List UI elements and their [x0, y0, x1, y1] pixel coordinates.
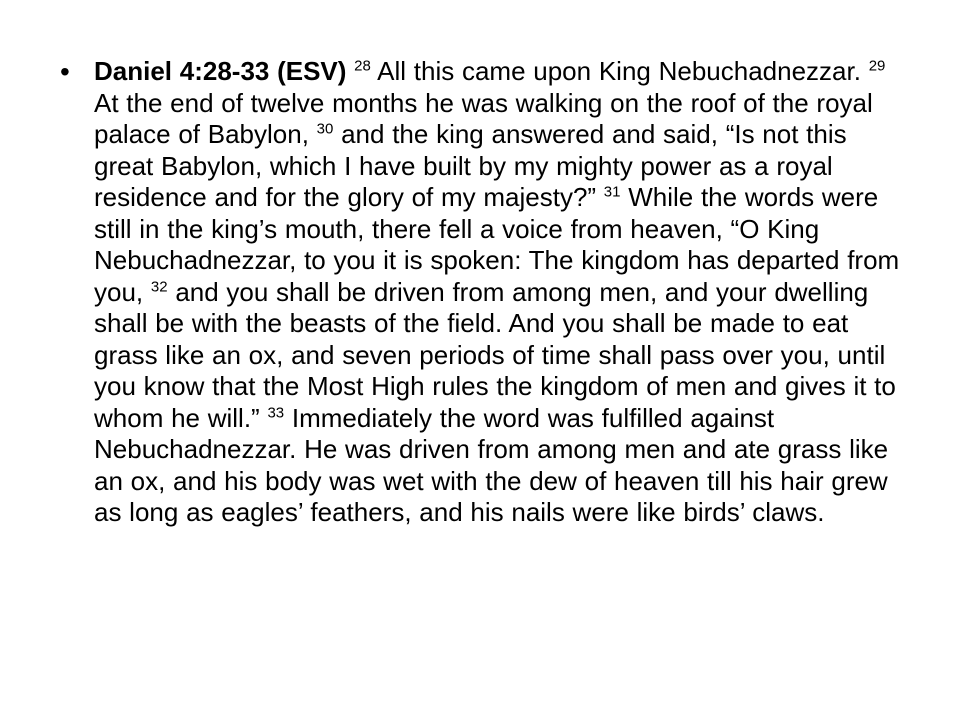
- verse-text: and you shall be driven from among men, and your dwelling shall be with the beasts of the field. And you shall be made to eat grass like an ox, and seven periods of time shall pass over you, until you know that the Most High rules the kingdom of men and gives it to whom he will.”: [94, 276, 896, 433]
- verse-number: 30: [316, 120, 334, 138]
- bullet-dot-icon: •: [60, 56, 70, 87]
- scripture-passage: [94, 56, 910, 529]
- verse-number: 29: [868, 57, 886, 75]
- verse-number: 33: [267, 403, 285, 421]
- verse-number: 31: [603, 183, 621, 201]
- verse-number: 32: [150, 277, 168, 295]
- scripture-reference: Daniel 4:28-33 (ESV): [94, 56, 347, 86]
- verse-text: Immediately the word was fulfilled against Nebuchadnezzar. He was driven from among men and ate grass like an ox, and his body was wet with the dew of heaven till his hair grew as long as eagles’ feathers, and his nails were like birds’ claws.: [94, 402, 889, 527]
- verse-text: and the king answered and said, “Is not this great Babylon, which I have built by my mighty power as a royal residence and for the glory of my majesty?”: [94, 119, 847, 212]
- verse-number: 28: [354, 57, 371, 75]
- bullet-item: [60, 56, 910, 529]
- verse-text: All this came upon King Nebuchadnezzar.: [377, 56, 861, 86]
- verse-text: While the words were still in the king’s mouth, there fell a voice from heaven, “O King Nebuchadnezzar, to you it is spoken: The kingdom has departed from you,: [94, 182, 900, 307]
- verse-text: At the end of twelve months he was walking on the roof of the royal palace of Babylon,: [94, 87, 873, 149]
